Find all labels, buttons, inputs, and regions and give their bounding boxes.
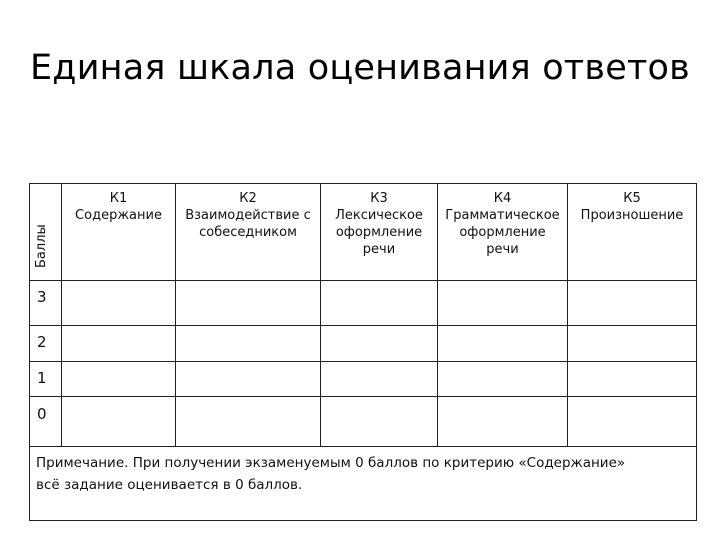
row-divider	[29, 361, 697, 362]
column-title: Грамматическое	[445, 208, 560, 223]
column-title: речи	[486, 242, 519, 257]
column-code: К4	[493, 191, 512, 206]
column-title: Содержание	[75, 208, 162, 223]
row-divider	[29, 396, 697, 397]
column-header-k4	[438, 190, 567, 258]
column-title: оформление	[335, 225, 423, 240]
row-label-0: 0	[37, 405, 47, 423]
column-code: К5	[623, 191, 641, 206]
column-title: собеседником	[199, 225, 297, 240]
page-title: Единая шкала оценивания ответов	[29, 48, 690, 88]
table-border-left	[29, 183, 30, 521]
table-note	[36, 452, 696, 496]
row-label-2: 2	[37, 333, 47, 351]
column-header-k2	[176, 190, 320, 241]
column-title: оформление	[459, 225, 546, 240]
row-label-3: 3	[37, 288, 47, 306]
column-title: Произношение	[580, 208, 684, 223]
column-title: Лексическое	[335, 208, 423, 223]
column-header-k3	[321, 190, 437, 258]
note-line: Примечание. При получении экзаменуемым 0 баллов по критерию «Содержание»	[36, 455, 626, 471]
row-divider	[29, 325, 697, 326]
column-title: Взаимодействие с	[185, 208, 311, 223]
points-header: Баллы	[34, 224, 49, 268]
column-header-k1	[62, 190, 175, 224]
row-label-1: 1	[37, 369, 47, 387]
column-code: К2	[239, 191, 257, 206]
column-title: речи	[362, 242, 396, 257]
column-header-k5	[568, 190, 696, 224]
row-divider	[29, 446, 697, 447]
note-line: всё задание оценивается в 0 баллов.	[36, 477, 303, 493]
table-border-top	[29, 183, 697, 184]
row-divider	[29, 280, 697, 281]
column-code: К3	[370, 191, 388, 206]
table-border-bottom	[29, 520, 697, 521]
column-code: К1	[109, 191, 128, 206]
table-border-right	[696, 183, 697, 521]
